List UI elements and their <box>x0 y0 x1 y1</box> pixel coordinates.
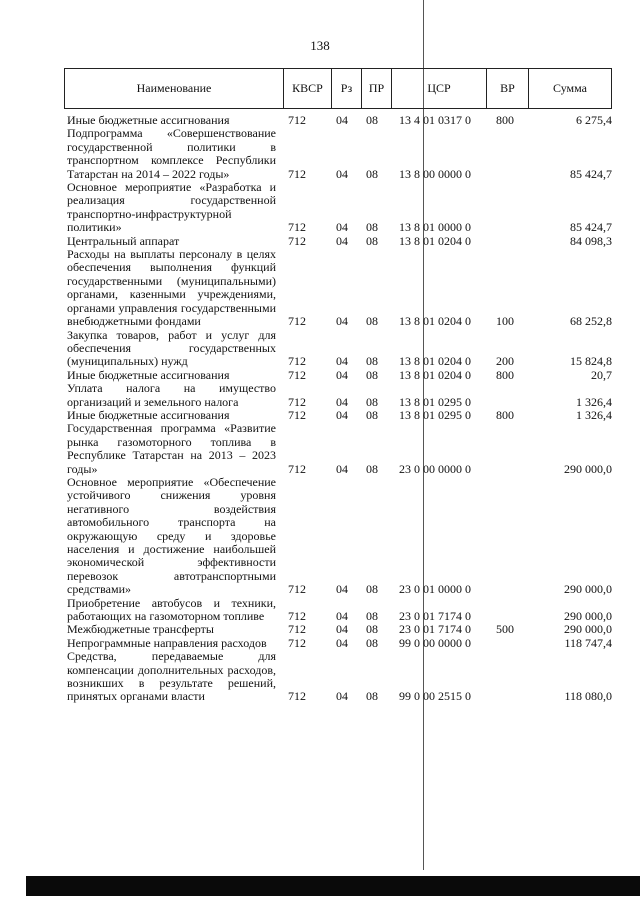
row-name: Средства, передаваемые для компенсации дополнительных расходов, возникших в результате решений, принятых органами власти <box>67 649 276 704</box>
row-name: Расходы на выплаты персоналу в целях обеспечения выполнения функций государственными (муниципальными) органами, казенными учреждениями, органами управления государственными внебюджетными фондами <box>67 247 276 329</box>
row-kvsr: 712 <box>288 461 306 476</box>
row-name: Иные бюджетные ассигнования <box>67 113 230 127</box>
row-vr: 800 <box>496 113 514 127</box>
row-csr: 99 0 00 2515 0 <box>399 689 471 704</box>
table-row <box>64 623 612 636</box>
table-row <box>64 382 612 409</box>
column-header-rz: Рз <box>332 69 362 108</box>
row-csr: 23 0 01 7174 0 <box>399 622 471 637</box>
row-rz: 04 <box>336 622 348 637</box>
row-sum: 85 424,7 <box>570 220 612 235</box>
row-pr: 08 <box>366 461 378 476</box>
row-name: Иные бюджетные ассигнования <box>67 367 230 382</box>
row-name: Государственная программа «Развитие рынка газомоторного топлива в Республике Татарстан на 2013 – 2023 годы» <box>67 421 276 476</box>
row-pr: 08 <box>366 314 378 329</box>
row-pr: 08 <box>366 367 378 382</box>
row-name: Закупка товаров, работ и услуг для обеспечения государственных (муниципальных) нужд <box>67 327 276 369</box>
row-sum: 118 080,0 <box>564 689 612 704</box>
row-sum: 68 252,8 <box>570 314 612 329</box>
table-body <box>64 114 612 704</box>
row-pr: 08 <box>366 609 378 624</box>
row-csr: 13 8 01 0204 0 <box>399 314 471 329</box>
column-header-csr: ЦСР <box>392 69 487 108</box>
row-pr: 08 <box>366 233 378 248</box>
table-row <box>64 329 612 369</box>
column-header-vr: ВР <box>487 69 529 108</box>
row-kvsr: 712 <box>288 582 306 597</box>
row-kvsr: 712 <box>288 113 306 127</box>
table-row <box>64 650 612 704</box>
row-csr: 23 0 00 0000 0 <box>399 461 471 476</box>
row-csr: 23 0 01 7174 0 <box>399 609 471 624</box>
row-rz: 04 <box>336 367 348 382</box>
row-rz: 04 <box>336 220 348 235</box>
row-sum: 118 747,4 <box>564 635 612 650</box>
row-rz: 04 <box>336 354 348 369</box>
row-name: Уплата налога на имущество организаций и земельного налога <box>67 381 276 409</box>
row-pr: 08 <box>366 394 378 409</box>
row-csr: 13 8 01 0000 0 <box>399 220 471 235</box>
row-csr: 13 8 01 0204 0 <box>399 233 471 248</box>
row-kvsr: 712 <box>288 314 306 329</box>
row-kvsr: 712 <box>288 367 306 382</box>
row-rz: 04 <box>336 407 348 422</box>
column-header-pr: ПР <box>362 69 392 108</box>
row-kvsr: 712 <box>288 635 306 650</box>
row-csr: 13 4 01 0317 0 <box>399 113 471 127</box>
row-rz: 04 <box>336 166 348 181</box>
row-csr: 13 8 01 0295 0 <box>399 407 471 422</box>
table-row <box>64 369 612 382</box>
row-name: Приобретение автобусов и техники, работающих на газомоторном топливе <box>67 595 276 624</box>
row-sum: 84 098,3 <box>570 233 612 248</box>
row-rz: 04 <box>336 113 348 127</box>
row-rz: 04 <box>336 689 348 704</box>
row-sum: 290 000,0 <box>564 461 612 476</box>
row-sum: 85 424,7 <box>570 166 612 181</box>
row-sum: 20,7 <box>591 367 612 382</box>
table-row <box>64 597 612 624</box>
row-kvsr: 712 <box>288 220 306 235</box>
table-row <box>64 114 612 127</box>
row-vr: 800 <box>496 407 514 422</box>
table-row <box>64 637 612 650</box>
table-row <box>64 409 612 422</box>
row-kvsr: 712 <box>288 394 306 409</box>
row-kvsr: 712 <box>288 166 306 181</box>
row-sum: 6 275,4 <box>576 113 612 127</box>
row-rz: 04 <box>336 233 348 248</box>
row-name: Непрограммные направления расходов <box>67 635 267 650</box>
page-number: 138 <box>310 38 330 53</box>
row-rz: 04 <box>336 609 348 624</box>
row-vr: 200 <box>496 354 514 369</box>
row-kvsr: 712 <box>288 622 306 637</box>
row-kvsr: 712 <box>288 689 306 704</box>
table-row <box>64 181 612 235</box>
row-pr: 08 <box>366 407 378 422</box>
table-row <box>64 476 612 597</box>
row-csr: 13 8 01 0295 0 <box>399 394 471 409</box>
row-rz: 04 <box>336 582 348 597</box>
column-header-kvsr: КВСР <box>284 69 332 108</box>
row-sum: 290 000,0 <box>564 582 612 597</box>
row-sum: 290 000,0 <box>564 622 612 637</box>
scan-bottom-edge <box>26 876 640 896</box>
row-pr: 08 <box>366 582 378 597</box>
row-name: Основное мероприятие «Обеспечение устойчивого снижения уровня негативного воздействия автомобильного транспорта на окружающую среду и здоровье населения и достижение наибольшей экономической эффективности перевозок автотранспортными средствами» <box>67 474 276 597</box>
row-csr: 13 8 01 0204 0 <box>399 367 471 382</box>
row-pr: 08 <box>366 622 378 637</box>
table-row <box>64 422 612 476</box>
row-rz: 04 <box>336 461 348 476</box>
row-name: Межбюджетные трансферты <box>67 622 214 637</box>
row-name: Основное мероприятие «Разработка и реализация государственной транспортно-инфраструктурной политики» <box>67 180 276 235</box>
row-vr: 100 <box>496 314 514 329</box>
row-vr: 500 <box>496 622 514 637</box>
row-rz: 04 <box>336 394 348 409</box>
row-rz: 04 <box>336 314 348 329</box>
row-pr: 08 <box>366 635 378 650</box>
table-row <box>64 127 612 181</box>
row-pr: 08 <box>366 166 378 181</box>
row-pr: 08 <box>366 354 378 369</box>
row-csr: 99 0 00 0000 0 <box>399 635 471 650</box>
row-kvsr: 712 <box>288 233 306 248</box>
column-header-sum: Сумма <box>553 81 587 95</box>
row-name: Иные бюджетные ассигнования <box>67 407 230 422</box>
row-csr: 23 0 01 0000 0 <box>399 582 471 597</box>
row-sum: 290 000,0 <box>564 609 612 624</box>
table-header <box>64 68 612 109</box>
row-sum: 1 326,4 <box>576 394 612 409</box>
row-pr: 08 <box>366 689 378 704</box>
column-header-name: Наименование <box>65 69 284 108</box>
row-sum: 1 326,4 <box>576 407 612 422</box>
row-pr: 08 <box>366 220 378 235</box>
row-kvsr: 712 <box>288 407 306 422</box>
row-csr: 13 8 00 0000 0 <box>399 166 471 181</box>
row-rz: 04 <box>336 635 348 650</box>
table-row <box>64 235 612 248</box>
row-kvsr: 712 <box>288 354 306 369</box>
row-pr: 08 <box>366 113 378 127</box>
row-vr: 800 <box>496 367 514 382</box>
row-sum: 15 824,8 <box>570 354 612 369</box>
row-kvsr: 712 <box>288 609 306 624</box>
row-name: Центральный аппарат <box>67 233 180 248</box>
row-csr: 13 8 01 0204 0 <box>399 354 471 369</box>
row-name: Подпрограмма «Совершенствование государственной политики в транспортном комплексе Республики Татарстан на 2014 – 2022 годы» <box>67 126 276 181</box>
table-row <box>64 248 612 328</box>
